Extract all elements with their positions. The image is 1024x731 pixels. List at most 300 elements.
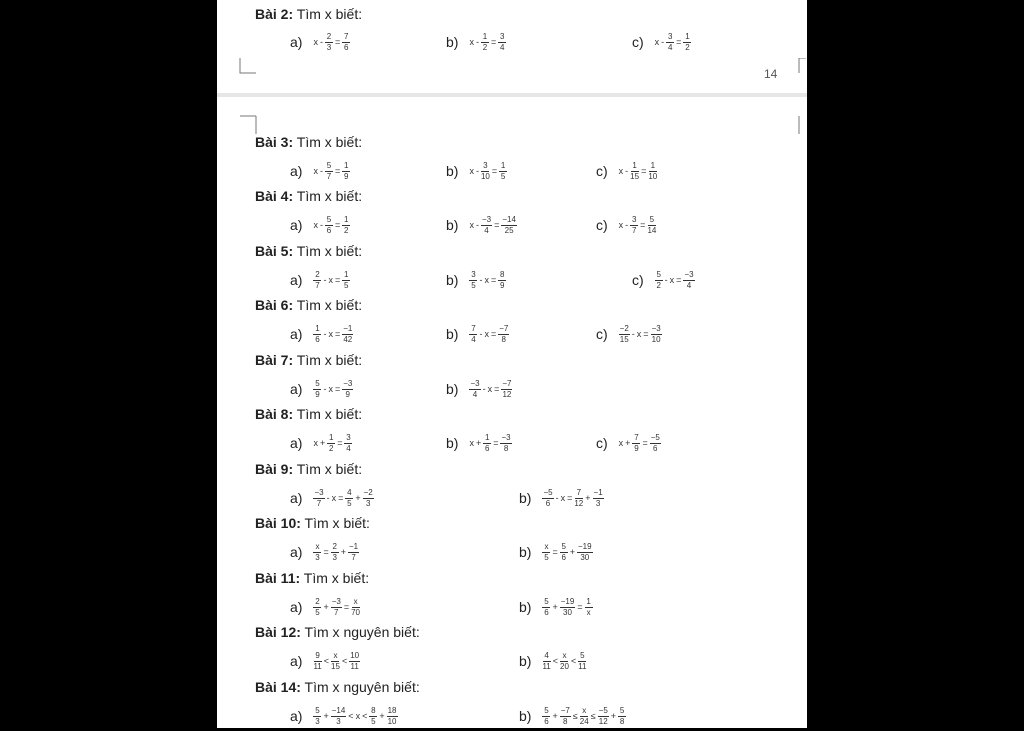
- item-label: c): [632, 34, 644, 50]
- fraction: [313, 706, 321, 727]
- numerator: 5: [326, 160, 332, 170]
- math-symbol: <: [570, 656, 577, 666]
- numerator: 3: [346, 432, 351, 442]
- item-label: b): [519, 599, 532, 615]
- math-symbol: =: [338, 493, 344, 503]
- math-symbol: +: [475, 438, 482, 448]
- math-symbol: x: [313, 166, 318, 176]
- numerator: −5: [650, 432, 660, 442]
- math-symbol: x: [469, 438, 474, 448]
- fraction: [469, 324, 477, 345]
- fraction: [325, 32, 333, 53]
- numerator: 5: [561, 541, 566, 551]
- numerator: −7: [560, 705, 570, 715]
- math-symbol: -: [625, 220, 629, 230]
- item-label: a): [290, 217, 303, 233]
- math-expression: [312, 597, 361, 618]
- exercise-instruction: Tìm x biết:: [300, 570, 370, 586]
- math-symbol: x: [469, 220, 474, 230]
- math-symbol: -: [475, 220, 479, 230]
- math-symbol: x: [469, 37, 474, 47]
- denominator: 14: [647, 225, 657, 235]
- math-symbol: -: [479, 275, 483, 285]
- fraction: [344, 433, 352, 454]
- denominator: 6: [653, 443, 658, 453]
- numerator: 1: [632, 160, 637, 170]
- math-symbol: -: [319, 220, 323, 230]
- fraction: [542, 488, 553, 509]
- exercise-item: [446, 319, 510, 349]
- item-label: a): [290, 381, 303, 397]
- math-symbol: -: [475, 37, 479, 47]
- denominator: 24: [579, 716, 589, 726]
- numerator: −1: [593, 487, 603, 497]
- exercise-item: [290, 646, 361, 676]
- exercise-title: [255, 352, 362, 368]
- numerator: 1: [586, 596, 591, 606]
- numerator: −14: [331, 705, 346, 715]
- fraction: [313, 651, 321, 672]
- exercise-number: Bài 7:: [255, 352, 294, 368]
- fraction: [325, 161, 333, 182]
- denominator: 10: [651, 334, 661, 344]
- math-expression: [312, 706, 398, 727]
- math-expression: [312, 542, 360, 563]
- exercise-item: [290, 156, 351, 186]
- exercise-item: [290, 319, 354, 349]
- numerator: −19: [577, 541, 592, 551]
- fraction: [585, 597, 593, 618]
- math-symbol: =: [490, 329, 497, 339]
- math-symbol: =: [494, 384, 500, 394]
- item-label: b): [446, 217, 459, 233]
- fraction: [498, 32, 506, 53]
- fraction: [313, 488, 324, 509]
- denominator: 10: [480, 171, 490, 181]
- exercise-number: Bài 2:: [255, 6, 294, 22]
- exercise-title: [255, 406, 362, 422]
- math-expression: [312, 379, 354, 400]
- denominator: 2: [343, 225, 349, 235]
- fraction: [342, 379, 353, 400]
- math-symbol: -: [482, 384, 486, 394]
- numerator: 5: [315, 378, 320, 388]
- math-symbol: x: [618, 220, 624, 230]
- denominator: 70: [351, 607, 361, 617]
- numerator: 1: [650, 160, 656, 170]
- math-symbol: -: [319, 166, 323, 176]
- numerator: 5: [315, 705, 320, 715]
- math-symbol: +: [323, 711, 329, 721]
- fraction: [331, 651, 340, 672]
- item-label: b): [519, 490, 532, 506]
- numerator: −7: [502, 378, 512, 388]
- math-symbol: =: [490, 37, 497, 47]
- math-symbol: =: [676, 37, 682, 47]
- exercise-number: Bài 12:: [255, 624, 301, 640]
- math-symbol: x: [328, 329, 333, 339]
- exercise-title: [255, 6, 362, 22]
- math-symbol: -: [319, 37, 323, 47]
- math-symbol: =: [334, 329, 341, 339]
- denominator: 10: [648, 171, 658, 181]
- math-symbol: -: [323, 275, 327, 285]
- math-symbol: x: [560, 493, 566, 503]
- denominator: 6: [484, 443, 490, 453]
- numerator: 3: [471, 269, 476, 279]
- math-symbol: -: [323, 329, 327, 339]
- denominator: 3: [365, 498, 371, 508]
- exercise-item: [446, 27, 507, 57]
- math-expression: [312, 433, 353, 454]
- math-symbol: =: [577, 602, 583, 612]
- denominator: 6: [544, 716, 549, 726]
- math-expression: [654, 32, 693, 53]
- exercise-instruction: Tìm x biết:: [293, 243, 363, 259]
- math-symbol: <: [341, 656, 348, 666]
- page-number: 14: [764, 67, 778, 81]
- exercise-item: [446, 265, 507, 295]
- numerator: 3: [631, 214, 637, 224]
- numerator: −14: [502, 214, 516, 224]
- numerator: −7: [499, 323, 509, 333]
- numerator: 9: [315, 650, 320, 660]
- item-label: b): [446, 435, 459, 451]
- exercise-item: [446, 374, 513, 404]
- fraction: [577, 542, 593, 563]
- math-symbol: +: [323, 602, 329, 612]
- item-label: c): [596, 326, 608, 342]
- math-expression: [468, 270, 507, 291]
- exercise-item: [290, 428, 353, 458]
- math-symbol: +: [610, 711, 617, 721]
- item-label: b): [519, 544, 532, 560]
- exercise-instruction: Tìm x biết:: [293, 134, 363, 150]
- fraction: [501, 379, 512, 400]
- math-symbol: =: [343, 602, 350, 612]
- denominator: 2: [656, 280, 661, 290]
- exercise-instruction: Tìm x biết:: [293, 6, 363, 22]
- fraction: [560, 542, 568, 563]
- math-symbol: =: [337, 438, 343, 448]
- fraction: [501, 215, 517, 236]
- exercise-number: Bài 3:: [255, 134, 294, 150]
- math-expression: [541, 706, 627, 727]
- item-label: a): [290, 599, 303, 615]
- denominator: 2: [482, 42, 488, 52]
- exercise-number: Bài 14:: [255, 679, 301, 695]
- fraction: [651, 324, 662, 345]
- fraction: [342, 32, 350, 53]
- fraction: [500, 433, 511, 454]
- math-symbol: <: [552, 656, 559, 666]
- denominator: 2: [685, 42, 690, 52]
- fraction: [542, 542, 550, 563]
- denominator: 5: [544, 552, 549, 562]
- math-symbol: =: [334, 275, 341, 285]
- math-symbol: =: [323, 547, 329, 557]
- math-expression: [618, 433, 662, 454]
- numerator: −5: [598, 705, 608, 715]
- denominator: 7: [351, 552, 356, 562]
- denominator: 42: [343, 334, 353, 344]
- math-expression: [468, 32, 507, 53]
- numerator: 10: [350, 650, 360, 660]
- fraction: [542, 651, 550, 672]
- denominator: x: [586, 607, 591, 617]
- denominator: 15: [630, 171, 640, 181]
- exercise-item: [632, 27, 692, 57]
- fraction: [345, 488, 353, 509]
- fraction: [331, 706, 347, 727]
- math-symbol: =: [552, 547, 558, 557]
- numerator: −3: [651, 323, 661, 333]
- fraction: [630, 161, 639, 182]
- denominator: 12: [598, 716, 608, 726]
- item-label: b): [446, 326, 459, 342]
- fraction: [683, 32, 691, 53]
- item-label: a): [290, 34, 303, 50]
- fraction: [349, 651, 360, 672]
- math-symbol: -: [625, 166, 629, 176]
- item-label: a): [290, 326, 303, 342]
- numerator: 1: [343, 214, 349, 224]
- denominator: 7: [326, 171, 332, 181]
- denominator: 10: [387, 716, 397, 726]
- fraction: [574, 488, 583, 509]
- numerator: 5: [326, 214, 332, 224]
- exercise-item: [290, 265, 351, 295]
- math-symbol: =: [491, 166, 498, 176]
- fraction: [560, 597, 576, 618]
- denominator: 5: [500, 171, 506, 181]
- exercise-title: [255, 188, 362, 204]
- numerator: 2: [332, 541, 337, 551]
- fraction: [481, 161, 490, 182]
- numerator: 5: [580, 650, 585, 660]
- math-symbol: x: [313, 220, 318, 230]
- exercise-instruction: Tìm x biết:: [293, 188, 363, 204]
- math-symbol: +: [569, 547, 575, 557]
- denominator: 15: [331, 661, 340, 671]
- numerator: −3: [470, 378, 480, 388]
- math-symbol: x: [331, 493, 337, 503]
- exercise-number: Bài 11:: [255, 570, 301, 586]
- math-symbol: =: [494, 220, 500, 230]
- math-symbol: x: [484, 275, 489, 285]
- denominator: 3: [595, 498, 601, 508]
- fraction: [481, 215, 492, 236]
- math-symbol: +: [552, 602, 558, 612]
- denominator: 8: [501, 334, 506, 344]
- math-symbol: x: [618, 166, 624, 176]
- fraction: [542, 706, 550, 727]
- item-label: a): [290, 544, 303, 560]
- denominator: 25: [504, 225, 514, 235]
- exercise-number: Bài 5:: [255, 243, 294, 259]
- numerator: 5: [656, 269, 661, 279]
- fraction: [331, 542, 339, 563]
- numerator: 1: [343, 269, 349, 279]
- denominator: 20: [560, 661, 569, 671]
- item-label: c): [596, 217, 608, 233]
- math-symbol: -: [555, 493, 559, 503]
- numerator: −19: [560, 596, 575, 606]
- math-symbol: -: [664, 275, 668, 285]
- fraction: [578, 651, 586, 672]
- fraction: [650, 433, 661, 454]
- numerator: 3: [483, 160, 488, 170]
- math-symbol: +: [379, 711, 385, 721]
- denominator: 6: [326, 225, 332, 235]
- math-symbol: ≤: [572, 711, 578, 721]
- math-symbol: =: [334, 220, 341, 230]
- math-symbol: x: [636, 329, 642, 339]
- numerator: 5: [649, 214, 655, 224]
- math-expression: [468, 215, 517, 236]
- fraction: [363, 488, 374, 509]
- math-symbol: x: [484, 329, 489, 339]
- fraction: [342, 270, 350, 291]
- exercise-instruction: Tìm x biết:: [300, 515, 370, 531]
- numerator: −5: [543, 487, 553, 497]
- item-label: c): [596, 435, 608, 451]
- math-symbol: =: [334, 384, 341, 394]
- exercise-item: [519, 537, 594, 567]
- math-symbol: <: [362, 711, 368, 721]
- numerator: 1: [482, 31, 488, 41]
- item-label: b): [519, 708, 532, 724]
- exercise-item: [596, 428, 662, 458]
- denominator: 4: [499, 42, 505, 52]
- math-symbol: <: [348, 711, 354, 721]
- math-symbol: +: [340, 547, 346, 557]
- numerator: 4: [544, 650, 549, 660]
- denominator: 3: [332, 552, 337, 562]
- fraction: [666, 32, 674, 53]
- denominator: 12: [574, 498, 584, 508]
- exercise-instruction: Tìm x biết:: [293, 352, 363, 368]
- math-symbol: x: [469, 166, 474, 176]
- fraction: [325, 215, 333, 236]
- exercise-item: [596, 156, 658, 186]
- denominator: 4: [472, 389, 478, 399]
- fraction: [327, 433, 335, 454]
- denominator: 6: [544, 607, 549, 617]
- numerator: 7: [576, 487, 582, 497]
- item-label: b): [446, 163, 459, 179]
- exercise-instruction: Tìm x biết:: [293, 461, 363, 477]
- exercise-instruction: Tìm x nguyên biết:: [300, 624, 420, 640]
- numerator: 8: [371, 705, 376, 715]
- exercise-item: [290, 592, 361, 622]
- exercise-title: [255, 570, 369, 586]
- denominator: 9: [345, 389, 350, 399]
- numerator: 8: [499, 269, 505, 279]
- exercise-instruction: Tìm x biết:: [293, 297, 363, 313]
- denominator: 4: [667, 42, 673, 52]
- numerator: −1: [343, 323, 353, 333]
- denominator: 30: [580, 552, 590, 562]
- math-expression: [618, 215, 658, 236]
- fraction: [619, 324, 630, 345]
- math-expression: [468, 161, 508, 182]
- exercise-title: [255, 297, 362, 313]
- exercise-item: [519, 483, 605, 513]
- fraction: [351, 597, 360, 618]
- math-symbol: =: [490, 275, 497, 285]
- numerator: 3: [499, 31, 505, 41]
- numerator: 7: [471, 323, 476, 333]
- numerator: −3: [331, 596, 341, 606]
- exercise-item: [290, 27, 351, 57]
- fraction: [598, 706, 609, 727]
- fraction: [313, 324, 321, 345]
- denominator: 3: [315, 716, 320, 726]
- math-symbol: x: [355, 711, 361, 721]
- numerator: 3: [667, 31, 673, 41]
- math-symbol: x: [313, 37, 318, 47]
- item-label: b): [519, 653, 532, 669]
- exercise-item: [632, 265, 696, 295]
- denominator: 7: [334, 607, 339, 617]
- math-symbol: =: [493, 438, 499, 448]
- math-expression: [312, 488, 374, 509]
- math-symbol: ≤: [590, 711, 596, 721]
- math-symbol: =: [642, 438, 648, 448]
- exercise-item: [519, 592, 594, 622]
- item-label: a): [290, 163, 303, 179]
- exercise-item: [446, 210, 518, 240]
- math-symbol: +: [625, 438, 631, 448]
- math-symbol: -: [326, 493, 330, 503]
- numerator: 7: [343, 31, 349, 41]
- item-label: b): [446, 34, 459, 50]
- numerator: 18: [387, 705, 397, 715]
- denominator: 15: [619, 334, 629, 344]
- item-label: a): [290, 490, 303, 506]
- math-symbol: +: [552, 711, 558, 721]
- fraction: [313, 270, 321, 291]
- math-symbol: <: [323, 656, 330, 666]
- exercise-item: [290, 483, 375, 513]
- numerator: x: [544, 541, 549, 551]
- numerator: x: [582, 705, 587, 715]
- math-expression: [468, 433, 512, 454]
- numerator: 5: [544, 705, 549, 715]
- math-symbol: =: [334, 37, 341, 47]
- denominator: 4: [471, 334, 476, 344]
- math-symbol: x: [669, 275, 675, 285]
- math-symbol: =: [643, 329, 649, 339]
- fraction: [369, 706, 377, 727]
- item-label: a): [290, 272, 303, 288]
- numerator: 5: [619, 705, 625, 715]
- denominator: 3: [336, 716, 341, 726]
- denominator: 7: [631, 225, 637, 235]
- fraction: [342, 161, 350, 182]
- exercise-title: [255, 679, 420, 695]
- math-expression: [541, 542, 593, 563]
- exercise-title: [255, 515, 370, 531]
- math-expression: [312, 161, 351, 182]
- math-symbol: x: [618, 438, 624, 448]
- math-expression: [468, 324, 510, 345]
- fraction: [348, 542, 359, 563]
- numerator: −3: [314, 487, 324, 497]
- denominator: 5: [315, 607, 320, 617]
- numerator: −3: [343, 378, 353, 388]
